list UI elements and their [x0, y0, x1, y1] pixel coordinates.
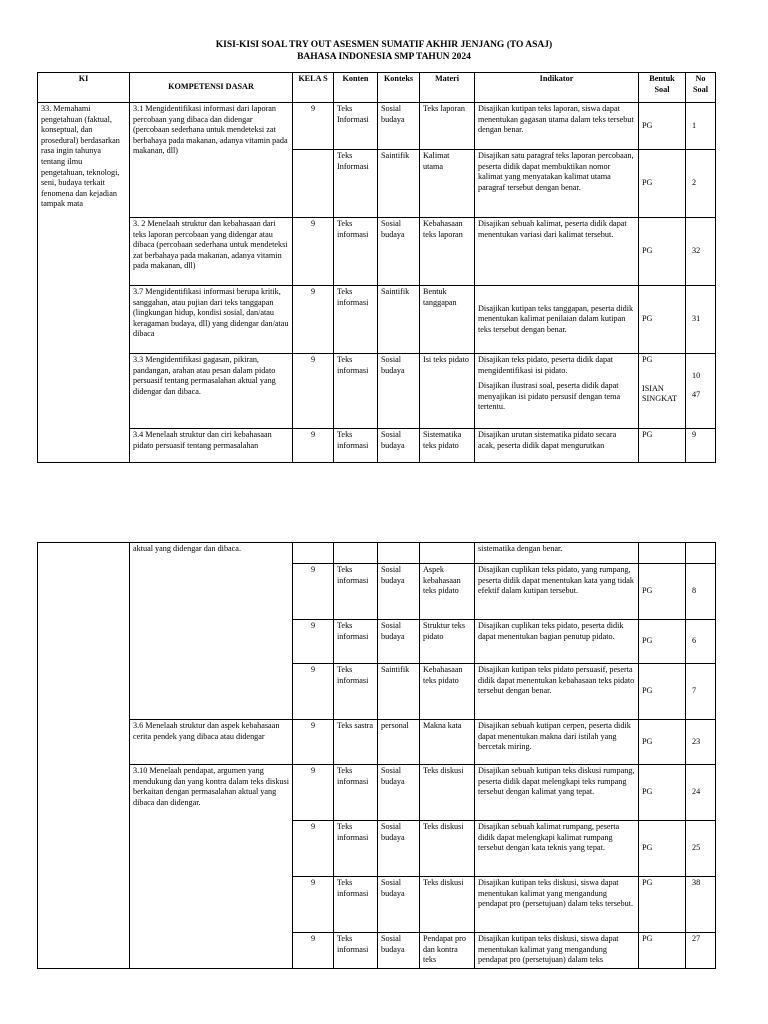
kelas-cell	[293, 150, 334, 218]
materi-cell: Sistematika teks pidato	[420, 429, 475, 463]
konteks-cell: Sosial budaya	[378, 429, 420, 463]
header-konteks: Konteks	[378, 73, 420, 103]
indikator-text: Disajikan teks pidato, peserta didik dapat mengidentifikasi isi pidato.	[478, 355, 614, 375]
kisi-kisi-table-page-2	[37, 542, 716, 969]
bentuk-soal-cell: PG	[639, 821, 686, 877]
bentuk-soal-cell: PG	[639, 103, 686, 150]
header-indikator: Indikator	[475, 73, 639, 103]
konteks-cell: Sosial budaya	[378, 564, 420, 620]
materi-cell: Kalimat utama	[420, 150, 475, 218]
table-row	[38, 720, 716, 765]
kelas-cell: 9	[293, 286, 334, 354]
kd-cell: 3.7 Mengidentifikasi informasi berupa kritik, sanggahan, atau pujian dari teks tanggapan (lingkungan hidup, kondisi sosial, dan/atau keragaman budaya, dll) yang didengar dan/atau dibaca	[130, 286, 293, 354]
no-soal-cell: 31	[686, 286, 716, 354]
no-soal-cell	[686, 354, 716, 429]
document-subtitle: BAHASA INDONESIA SMP TAHUN 2024	[297, 52, 471, 62]
indikator-cell: Disajikan sebuah kalimat rumpang, peserta didik dapat melengkapi kalimat rumpang tersebut dengan kata teknis yang tepat.	[475, 821, 639, 877]
header-bentuk-soal: Bentuk Soal	[639, 73, 686, 103]
konteks-cell: Sosial budaya	[378, 218, 420, 286]
konteks-cell: Sosial budaya	[378, 103, 420, 150]
no-soal-cell: 23	[686, 720, 716, 765]
konten-cell: Teks Informasi	[334, 103, 378, 150]
header-materi: Materi	[420, 73, 475, 103]
konteks-cell: Sosial budaya	[378, 877, 420, 933]
bentuk-soal-cell: PG	[639, 564, 686, 620]
indikator-cell: Disajikan urutan sistematika pidato secara acak, peserta didik dapat mengurutkan	[475, 429, 639, 463]
no-soal-text-2: 47	[692, 389, 701, 399]
indikator-cell: Disajikan kutipan teks pidato persuasif, peserta didik dapat menentukan kebahasaan teks pidato tersebut dengan benar.	[475, 664, 639, 720]
materi-cell: Teks diskusi	[420, 877, 475, 933]
indikator-cell: sistematika dengan benar.	[475, 543, 639, 564]
bentuk-soal-cell: PG	[639, 933, 686, 969]
materi-cell: Isi teks pidato	[420, 354, 475, 429]
konten-cell: Teks sastra	[334, 720, 378, 765]
konten-cell: Teks Informasi	[334, 150, 378, 218]
header-kompetensi-dasar: KOMPETENSI DASAR	[130, 73, 293, 103]
no-soal-text: 10	[692, 371, 701, 380]
konten-cell: Teks informasi	[334, 664, 378, 720]
konteks-cell	[378, 543, 420, 564]
no-soal-cell	[686, 543, 716, 564]
indikator-cell: Disajikan kutipan teks diskusi, siswa dapat menentukan kalimat yang mengandung pendapat pro (persetujuan) dalam teks	[475, 933, 639, 969]
kelas-cell: 9	[293, 933, 334, 969]
konteks-cell: personal	[378, 720, 420, 765]
indikator-cell: Disajikan sebuah kutipan cerpen, peserta didik dapat menentukan makna dari istilah yang bercetak miring.	[475, 720, 639, 765]
no-soal-cell: 8	[686, 564, 716, 620]
table-row	[38, 103, 716, 150]
konten-cell	[334, 543, 378, 564]
materi-cell	[420, 543, 475, 564]
no-soal-cell: 38	[686, 877, 716, 933]
document-title: KISI-KISI SOAL TRY OUT ASESMEN SUMATIF AKHIR JENJANG (TO ASAJ)	[215, 40, 553, 50]
bentuk-soal-cell: PG	[639, 286, 686, 354]
no-soal-cell: 9	[686, 429, 716, 463]
indikator-cell: Disajikan kutipan teks diskusi, siswa dapat menentukan kalimat yang mengandung pendapat pro (persetujuan) dalam teks tersebut.	[475, 877, 639, 933]
materi-cell: Kebahasaan teks pidato	[420, 664, 475, 720]
bentuk-soal-text-2: ISIAN SINGKAT	[642, 383, 678, 404]
no-soal-cell: 32	[686, 218, 716, 286]
materi-cell: Teks laporan	[420, 103, 475, 150]
konten-cell: Teks informasi	[334, 933, 378, 969]
materi-cell: Teks diskusi	[420, 765, 475, 821]
no-soal-cell: 25	[686, 821, 716, 877]
materi-cell: Teks diskusi	[420, 821, 475, 877]
konten-cell: Teks informasi	[334, 564, 378, 620]
ki-cell: 33. Memahami pengetahuan (faktual, konseptual, dan prosedural) berdasarkan rasa ingin tahunya tentang ilmu pengetahuan, teknologi, seni, budaya terkait fenomena dan kejadian tampak mata	[38, 103, 130, 463]
kd-cell: aktual yang didengar dan dibaca.	[130, 543, 293, 720]
kelas-cell: 9	[293, 429, 334, 463]
bentuk-soal-cell: PG	[639, 664, 686, 720]
materi-cell: Makna kata	[420, 720, 475, 765]
materi-cell: Struktur teks pidato	[420, 620, 475, 664]
indikator-cell: Disajikan sebuah kalimat, peserta didik dapat menentukan variasi dari kalimat tersebut.	[475, 218, 639, 286]
indikator-cell	[475, 354, 639, 429]
konten-cell: Teks informasi	[334, 821, 378, 877]
bentuk-soal-cell: PG	[639, 877, 686, 933]
konten-cell: Teks informasi	[334, 218, 378, 286]
table-row	[38, 218, 716, 286]
kelas-cell: 9	[293, 765, 334, 821]
kelas-cell: 9	[293, 354, 334, 429]
kd-cell: 3.10 Menelaah pendapat, argumen yang mendukung dan yang kontra dalam teks diskusi berkaitan dengan permasalahan aktual yang dibaca dan didengar.	[130, 765, 293, 969]
indikator-text-2: Disajikan ilustrasi soal, peserta didik dapat menyajikan isi pidato persusif dengan tema tertentu.	[478, 381, 621, 412]
bentuk-soal-cell: PG	[639, 720, 686, 765]
kelas-cell: 9	[293, 103, 334, 150]
no-soal-cell: 27	[686, 933, 716, 969]
kelas-cell: 9	[293, 877, 334, 933]
bentuk-soal-text: PG	[642, 355, 653, 364]
kelas-cell: 9	[293, 821, 334, 877]
materi-cell: Aspek kebahasaan teks pidato	[420, 564, 475, 620]
table-row	[38, 354, 716, 429]
kd-cell: 3.6 Menelaah struktur dan aspek kebahasaan cerita pendek yang dibaca atau didengar	[130, 720, 293, 765]
bentuk-soal-cell: PG	[639, 429, 686, 463]
kelas-cell: 9	[293, 620, 334, 664]
konten-cell: Teks informasi	[334, 429, 378, 463]
bentuk-soal-cell	[639, 354, 686, 429]
kelas-cell: 9	[293, 720, 334, 765]
konten-cell: Teks informasi	[334, 877, 378, 933]
kd-cell: 3.1 Mengidentifikasi informasi dari laporan percobaan yang dibaca dan didengar (percobaan sederhana untuk mendeteksi zat berbahaya pada makanan, adanya vitamin pada makanan, dll)	[130, 103, 293, 218]
konten-cell: Teks informasi	[334, 286, 378, 354]
indikator-cell: Disajikan satu paragraf teks laporan percobaan, peserta didik dapat membuktikan nomor kalimat yang menyatakan kalimat utama paragraf tersebut dengan benar.	[475, 150, 639, 218]
header-no-soal: No Soal	[686, 73, 716, 103]
indikator-cell: Disajikan kutipan teks laporan, siswa dapat menentukan gagasan utama dalam teks tersebut dengan benar.	[475, 103, 639, 150]
kd-cell: 3.3 Mengidentifikasi gagasan, pikiran, pandangan, arahan atau pesan dalam pidato persuasif tentang permasalahan aktual yang didengar dan dibaca.	[130, 354, 293, 429]
konteks-cell: Sosial budaya	[378, 620, 420, 664]
kelas-cell: 9	[293, 218, 334, 286]
bentuk-soal-cell: PG	[639, 620, 686, 664]
kelas-cell: 9	[293, 664, 334, 720]
header-kelas: KELA S	[293, 73, 334, 103]
no-soal-cell: 6	[686, 620, 716, 664]
bentuk-soal-cell: PG	[639, 218, 686, 286]
table-row	[38, 429, 716, 463]
header-ki: KI	[38, 73, 130, 103]
header-konten: Konten	[334, 73, 378, 103]
bentuk-soal-cell: PG	[639, 765, 686, 821]
indikator-cell: Disajikan cuplikan teks pidato, peserta didik dapat menentukan bagian penutup pidato.	[475, 620, 639, 664]
konten-cell: Teks informasi	[334, 620, 378, 664]
bentuk-soal-cell	[639, 543, 686, 564]
no-soal-cell: 24	[686, 765, 716, 821]
indikator-cell: Disajikan sebuah kutipan teks diskusi rumpang, peserta didik dapat melengkapi teks rumpang tersebut dengan kalimat yang tepat.	[475, 765, 639, 821]
konteks-cell: Saintifik	[378, 150, 420, 218]
no-soal-cell: 2	[686, 150, 716, 218]
kelas-cell	[293, 543, 334, 564]
kd-cell: 3.4 Menelaah struktur dan ciri kebahasaan pidato persuasif tentang permasalahan	[130, 429, 293, 463]
indikator-cell: Disajikan kutipan teks tanggapan, peserta didik menentukan kalimat penilaian dalam kutipan teks tersebut dengan benar.	[475, 286, 639, 354]
konten-cell: Teks informasi	[334, 765, 378, 821]
indikator-cell: Disajikan cuplikan teks pidato, yang rumpang, peserta didik dapat menentukan kata yang tidak efektif dalam kutipan tersebut.	[475, 564, 639, 620]
ki-cell-continued	[38, 543, 130, 969]
materi-cell: Pendapat pro dan kontra teks	[420, 933, 475, 969]
table-row	[38, 765, 716, 821]
konteks-cell: Sosial budaya	[378, 765, 420, 821]
konteks-cell: Sosial budaya	[378, 821, 420, 877]
konteks-cell: Saintifik	[378, 286, 420, 354]
kd-cell: 3. 2 Menelaah struktur dan kebahasaan dari teks laporan percobaan yang didengar atau dibaca (percobaan sederhana untuk mendeteksi zat berbahaya pada makanan, adanya vitamin pada makanan, dll)	[130, 218, 293, 286]
konteks-cell: Saintifik	[378, 664, 420, 720]
kelas-cell: 9	[293, 564, 334, 620]
konteks-cell: Sosial budaya	[378, 354, 420, 429]
no-soal-cell: 1	[686, 103, 716, 150]
konteks-cell: Sosial budaya	[378, 933, 420, 969]
header-row	[38, 73, 716, 103]
no-soal-cell: 7	[686, 664, 716, 720]
materi-cell: Bentuk tanggapan	[420, 286, 475, 354]
table-row	[38, 286, 716, 354]
table-row	[38, 543, 716, 564]
materi-cell: Kebahasaan teks laporan	[420, 218, 475, 286]
konten-cell: Teks informasi	[334, 354, 378, 429]
kisi-kisi-table-page-1	[37, 72, 716, 463]
bentuk-soal-cell: PG	[639, 150, 686, 218]
